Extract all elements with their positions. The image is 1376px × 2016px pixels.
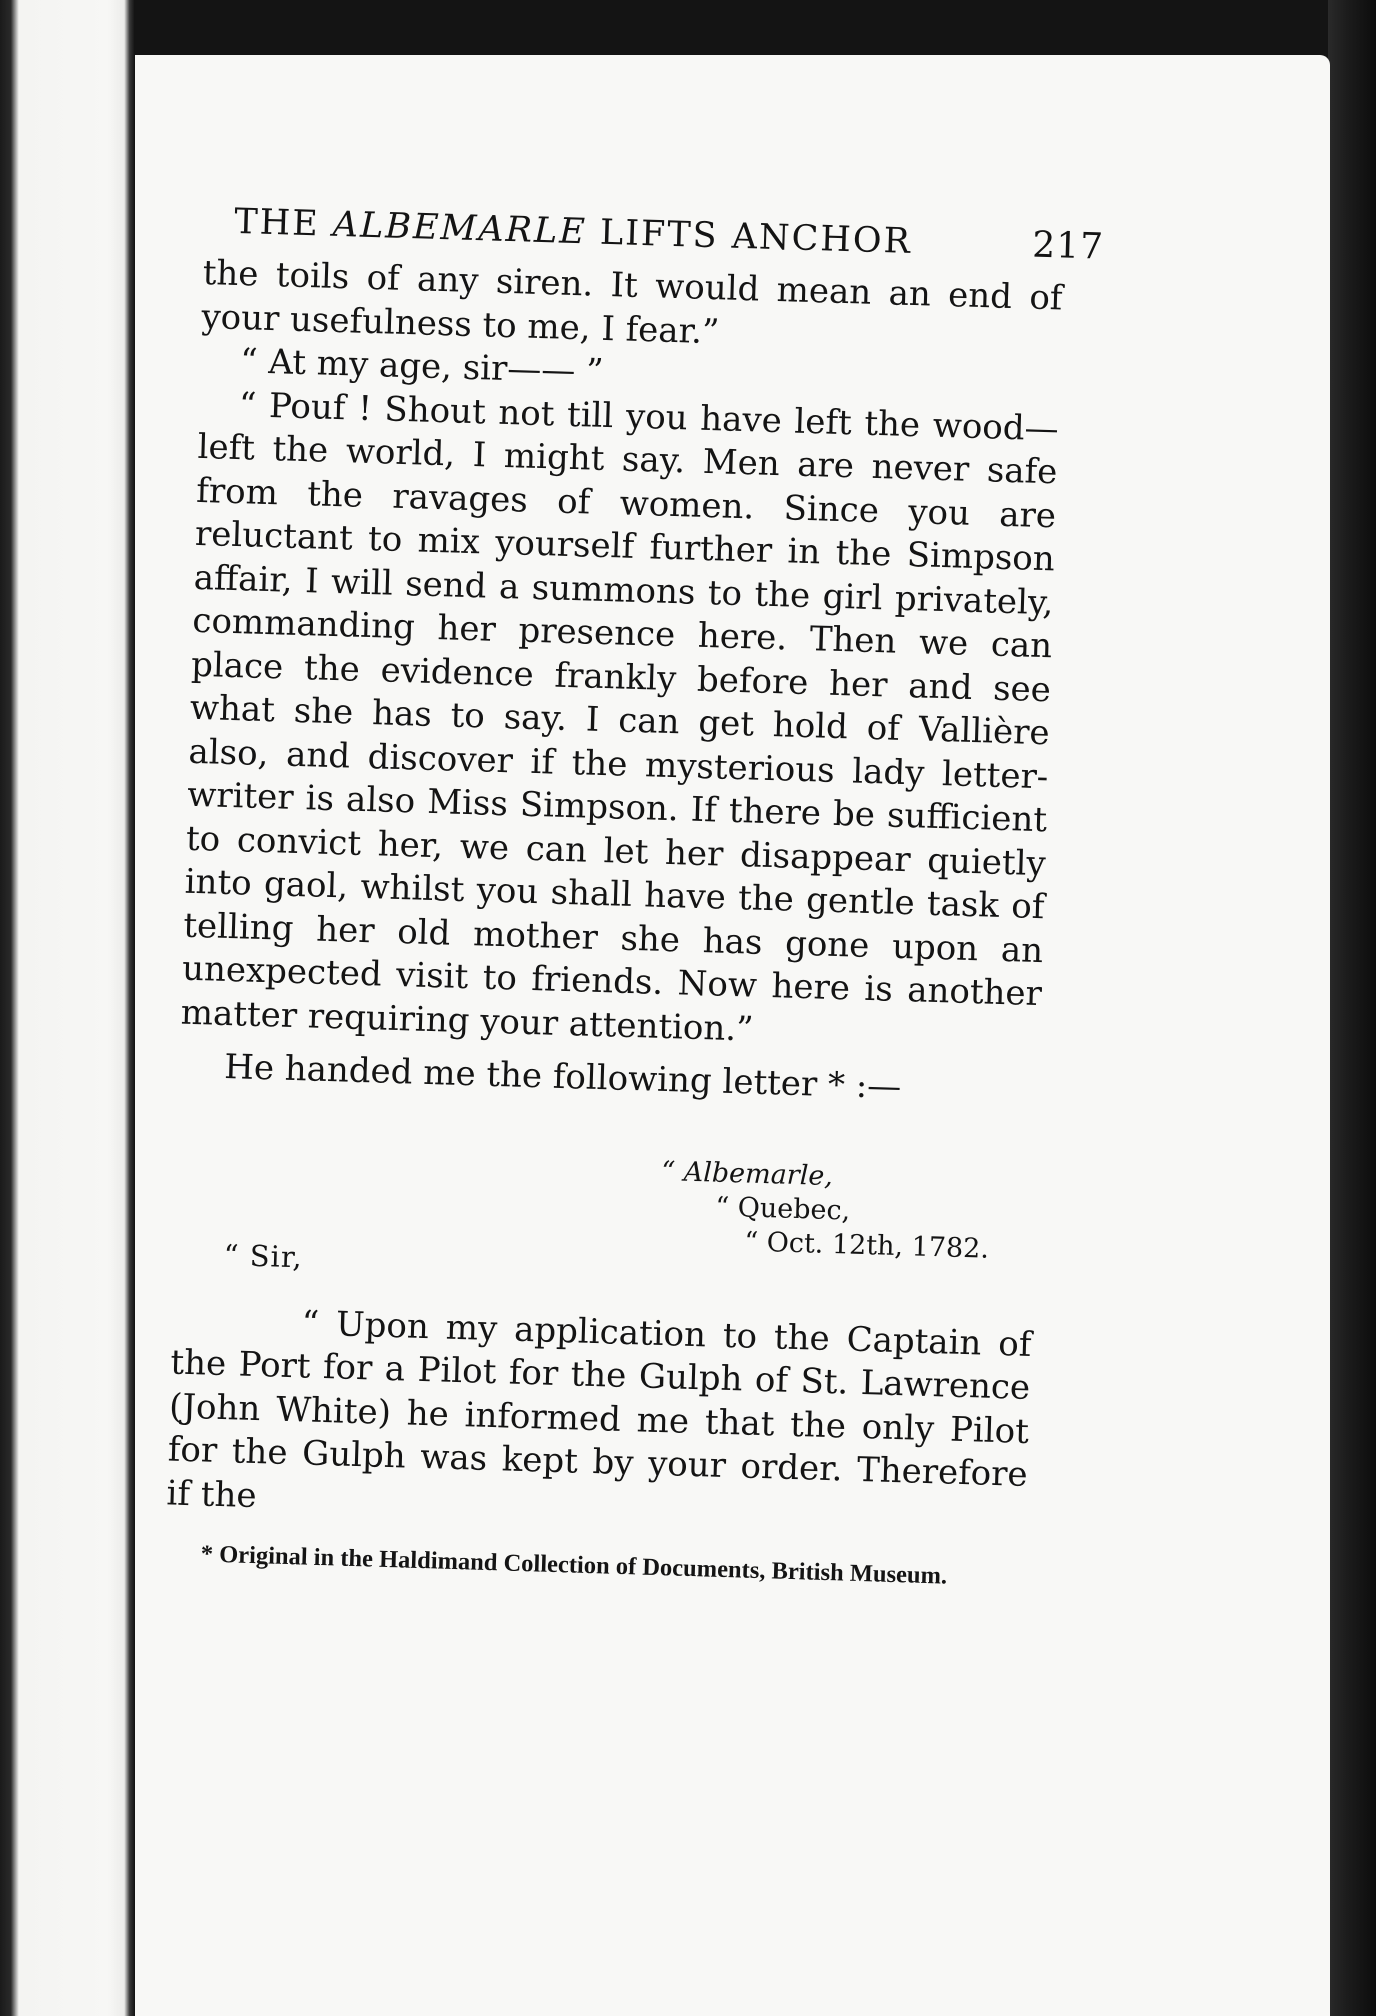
footnote-text: * Original in the Haldimand Collection of Documents, British Museum.	[200, 1540, 948, 1590]
page-content	[164, 200, 1105, 1595]
book-page	[135, 55, 1330, 2016]
letter-salutation: “ Sir,	[223, 1237, 304, 1274]
paragraph-4: He handed me the following letter * :—	[223, 1046, 902, 1108]
page-number: 217	[1031, 224, 1105, 268]
address-line-1: “ Albemarle,	[660, 1155, 834, 1192]
book-cover-edge	[1328, 0, 1376, 2016]
paragraph-3: “ Pouf ! Shout not till you have left the wood—left the world, I might say. Men are never safe from the ravages of women. Since you are reluctant to mix yourself further in the Simpson affair, I will send a summons to the girl privately, commanding her presence here. Then we can place the evidence frankly before her and see what she has to say. I can get hold of Vallière also, and discover if the mysterious lady letter-writer is also Miss Simpson. If there be sufficient to convict her, we can let her disappear quietly into gaol, whilst you shall have the gentle task of telling her old mother she has gone upon an unexpected visit to friends. Now here is another matter requiring your attention.”	[180, 384, 1060, 1050]
address-line-2: “ Quebec,	[714, 1191, 851, 1227]
paragraph-2: “ At my age, sir—— ”	[239, 341, 605, 392]
letter-body	[166, 1298, 1032, 1541]
title-italic: ALBEMARLE	[332, 204, 588, 253]
title-part-1: THE	[233, 201, 321, 245]
letter-paragraph: “ Upon my application to the Captain of the Port for a Pilot for the Gulph of St. Lawrence (John White) he informed me that the only Pilot for the Gulph was kept by your order. Therefore if the	[166, 1302, 1033, 1516]
running-title	[234, 201, 913, 263]
footnote	[164, 1537, 1025, 1593]
title-part-2: LIFTS ANCHOR	[599, 212, 913, 262]
body-text	[179, 252, 1063, 1114]
paragraph-1: the toils of any siren. It would mean an end of your usefulness to me, I fear.”	[200, 252, 1064, 352]
address-line-3: “ Oct. 12th, 1782.	[743, 1225, 990, 1265]
left-page-edge	[0, 0, 135, 2016]
